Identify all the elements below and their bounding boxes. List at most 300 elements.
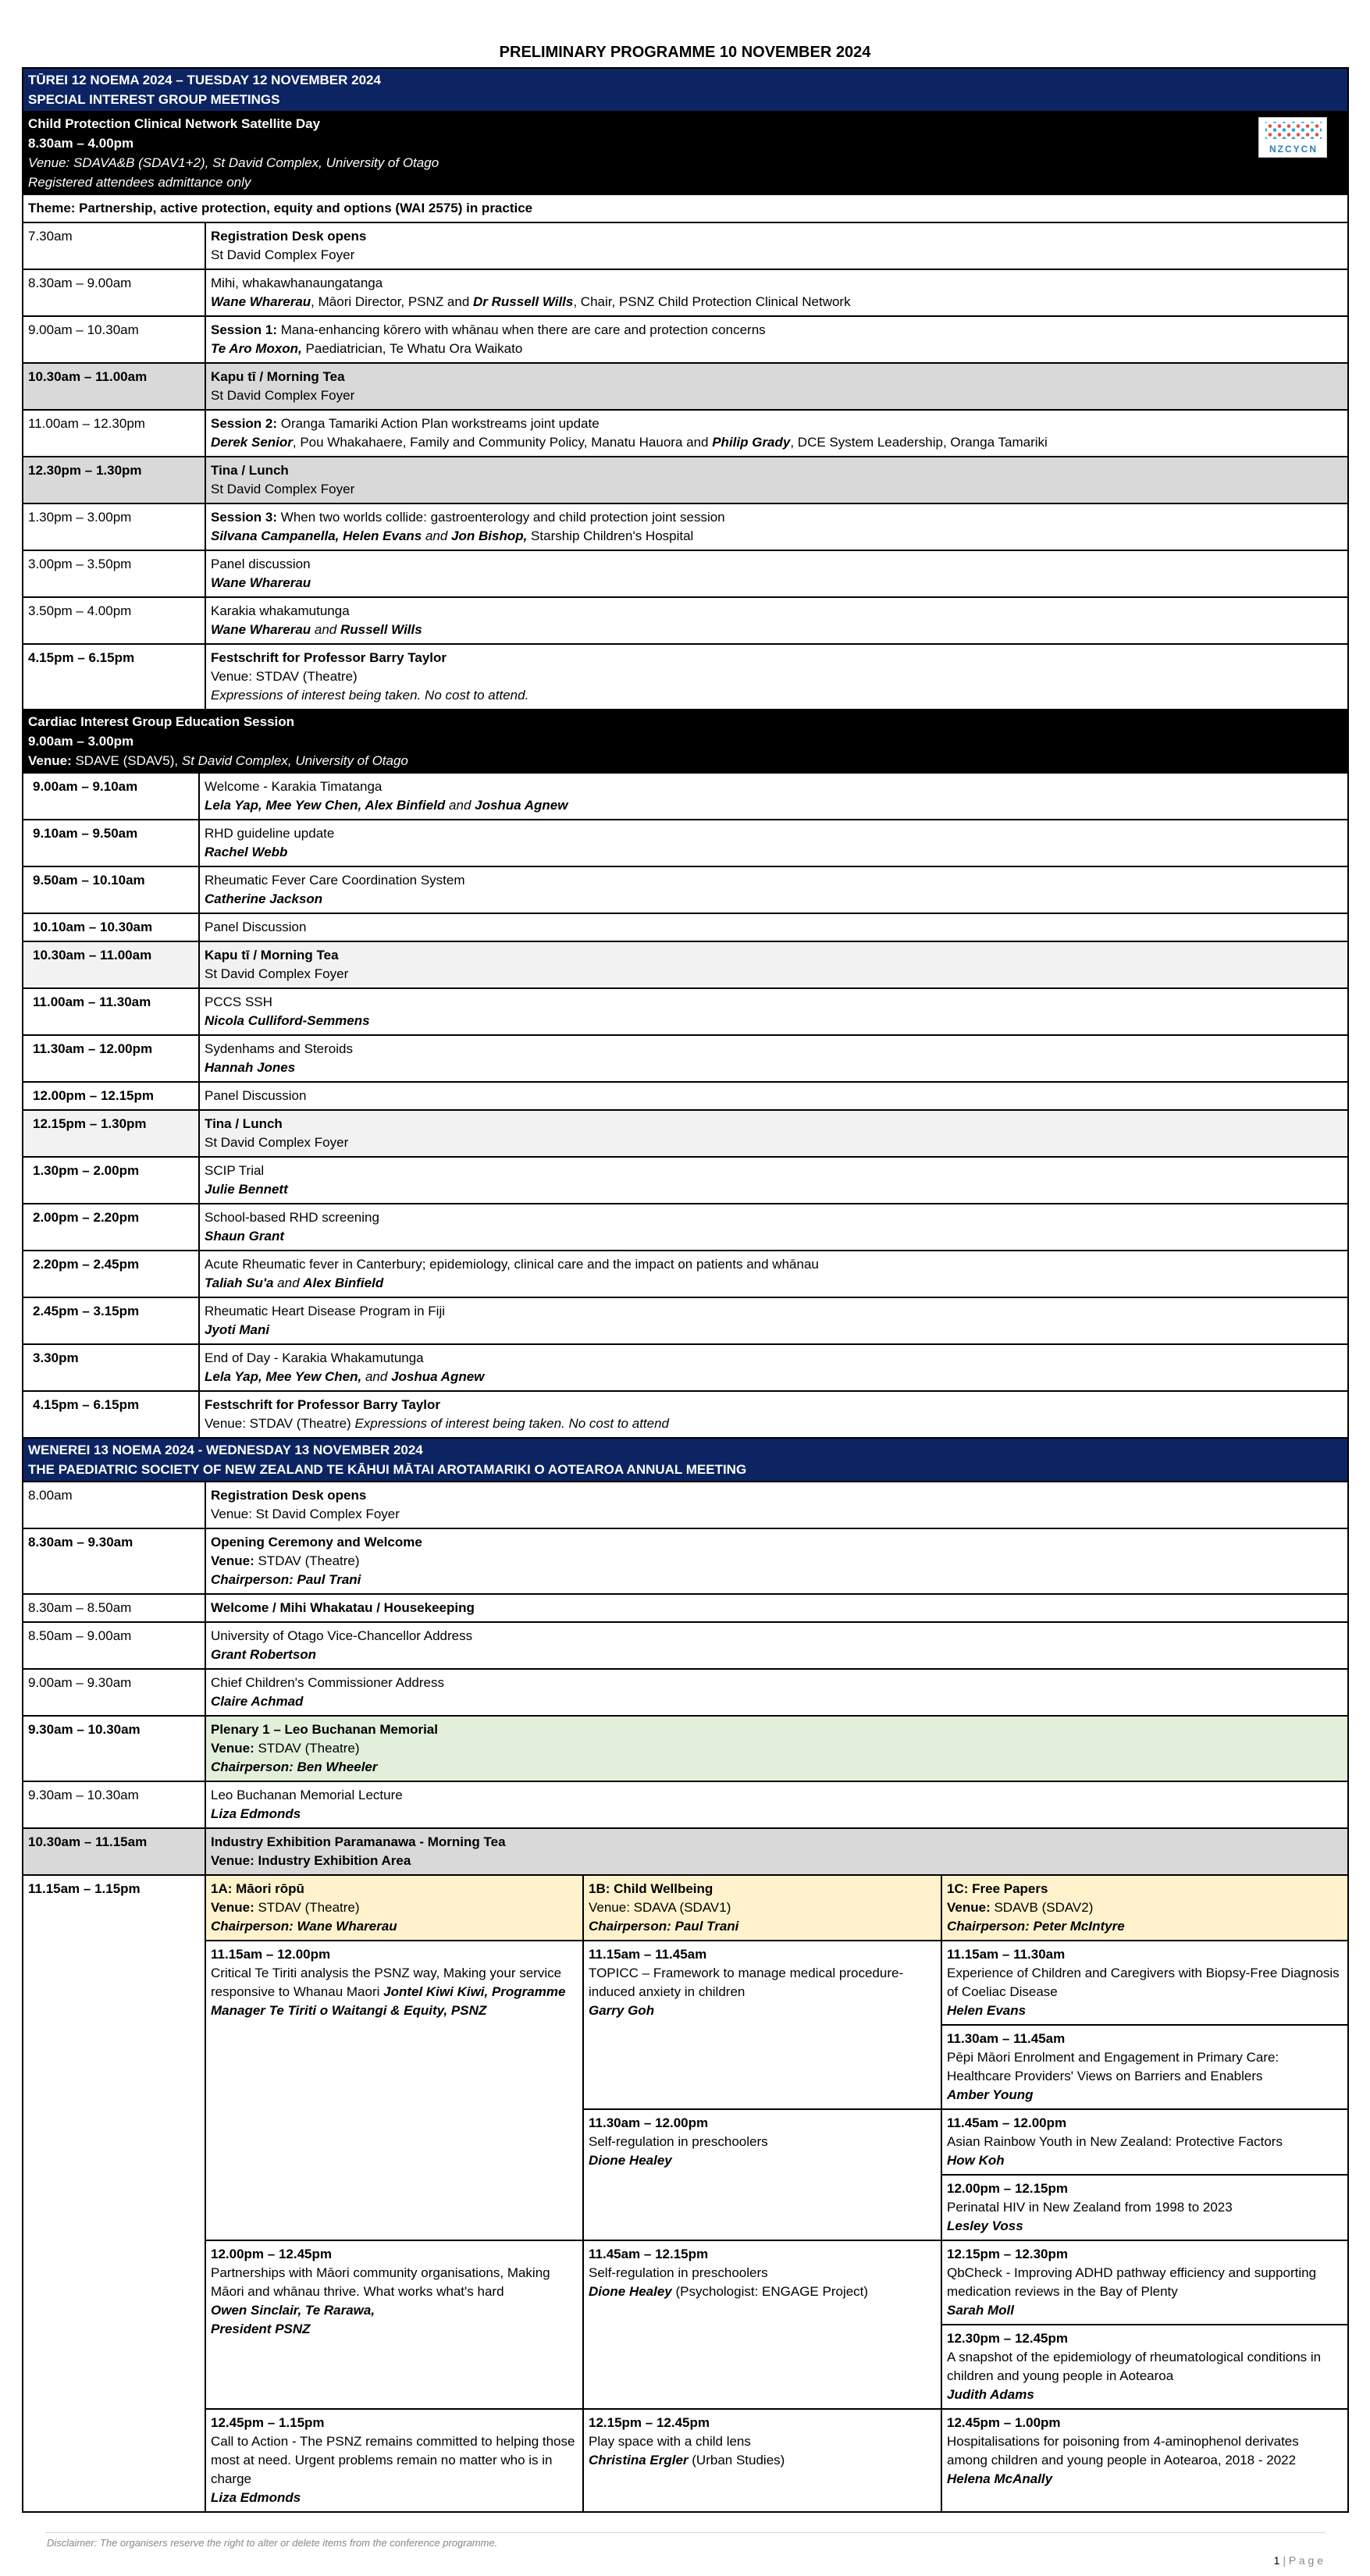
presenter-name: Jon Bishop, (451, 528, 528, 543)
venue-place: St David Complex, University of Otago (181, 753, 408, 768)
row-time: 9.50am – 10.10am (23, 867, 200, 913)
programme-row (23, 1036, 1347, 1083)
row-time: 12.15pm – 1.30pm (23, 1111, 200, 1156)
row-title: Mihi, whakawhanaungatanga (211, 276, 383, 290)
presenter-name: Dione Healey (589, 2153, 672, 2168)
cpcn-time: 8.30am – 4.00pm (28, 136, 134, 151)
row-time: 10.10am – 10.30am (23, 914, 200, 941)
row-title: Panel Discussion (205, 920, 307, 934)
row-content (200, 1298, 1347, 1343)
session-text: Mana-enhancing kōrero with whānau when there are care and protection concerns (277, 322, 766, 337)
item-time: 11.45am – 12.15pm (589, 2247, 709, 2261)
row-venue: Venue: St David Complex Foyer (211, 1507, 400, 1521)
programme-row (23, 1595, 1347, 1623)
item-text: Critical Te Tiriti analysis the PSNZ way, Making your service responsive to Whanau Maori (211, 1966, 562, 1999)
presenter-name: Helena McAnally (947, 2471, 1053, 2486)
presenter-role: , Pou Whakahaere, Family and Community Policy, Manatu Hauora and (292, 435, 713, 450)
row-content (206, 1595, 1347, 1621)
cardiac-venue (28, 751, 1343, 770)
presenter-name: Alex Binfield (303, 1276, 384, 1290)
row-time: 3.00pm – 3.50pm (23, 551, 206, 596)
session-1a-item (206, 2410, 584, 2511)
venue-label: Venue: (947, 1900, 991, 1915)
row-content (200, 914, 1347, 941)
programme-row (23, 820, 1347, 867)
row-venue (205, 1414, 1343, 1433)
item-time: 11.45am – 12.00pm (947, 2115, 1067, 2130)
presenter-role: and (311, 622, 340, 637)
row-title: Sydenhams and Steroids (205, 1041, 353, 1056)
item-text: Hospitalisations for poisoning from 4-aminophenol derivates among children and young people in Aotearoa, 2018 - 2022 (947, 2434, 1299, 2467)
session-1b-item (584, 2410, 942, 2511)
programme-row-break (23, 1829, 1347, 1876)
row-time: 8.50am – 9.00am (23, 1623, 206, 1668)
day1-date: TŪREI 12 NOEMA 2024 – TUESDAY 12 NOVEMBER 2024 (28, 73, 381, 87)
presenter-role: Starship Children's Hospital (527, 528, 694, 543)
chairperson: Chairperson: Peter McIntyre (947, 1919, 1125, 1934)
presenter-name: Liza Edmonds (211, 2490, 301, 2505)
row-venue: Venue: Industry Exhibition Area (211, 1853, 411, 1868)
session-1b-item (584, 2110, 942, 2241)
programme-row (23, 1529, 1347, 1595)
row-venue: St David Complex Foyer (211, 388, 355, 403)
row-time: 8.30am – 9.30am (23, 1529, 206, 1593)
row-content (206, 598, 1347, 643)
row-title (211, 508, 1343, 527)
row-presenters (211, 433, 1343, 452)
row-content (206, 317, 1347, 362)
row-presenters (211, 527, 1343, 546)
session-1c-item (942, 2176, 1347, 2241)
presenter-name: Wane Wharerau (211, 575, 311, 590)
day1-subtitle: SPECIAL INTEREST GROUP MEETINGS (28, 92, 280, 107)
programme-row-break (23, 942, 1347, 989)
row-content (206, 1670, 1347, 1715)
row-content (200, 942, 1347, 987)
session-1c-header (942, 1876, 1347, 1941)
row-presenters (205, 796, 1343, 815)
programme-row (23, 1298, 1347, 1345)
day2-banner (23, 1439, 1347, 1482)
day1-banner (23, 69, 1347, 112)
programme-row (23, 1345, 1347, 1392)
presenter-name: How Koh (947, 2153, 1005, 2168)
row-title: Acute Rheumatic fever in Canterbury; epidemiology, clinical care and the impact on patients and whānau (205, 1257, 819, 1272)
presenter-name: Wane Wharerau (211, 294, 311, 309)
programme-row-break (23, 457, 1347, 504)
logo-text: NZCYCN (1269, 144, 1318, 155)
row-time: 11.30am – 12.00pm (23, 1036, 200, 1081)
row-content (200, 1345, 1347, 1390)
presenter-role: (Psychologist: ENGAGE Project) (671, 2284, 869, 2299)
programme-row (23, 914, 1347, 942)
row-time: 10.30am – 11.00am (23, 364, 206, 409)
programme-row (23, 1670, 1347, 1717)
row-time: 9.10am – 9.50am (23, 820, 200, 866)
cpcn-theme: Theme: Partnership, active protection, equity and options (WAI 2575) in practice (23, 195, 1347, 223)
day2-subtitle: THE PAEDIATRIC SOCIETY OF NEW ZEALAND TE KĀHUI MĀTAI AROTAMARIKI O AOTEAROA ANNUAL MEETING (28, 1462, 747, 1477)
session-1a-item (206, 1941, 584, 2241)
row-time: 3.30pm (23, 1345, 200, 1390)
programme-row (23, 1717, 1347, 1782)
row-content (206, 411, 1347, 456)
item-time: 12.15pm – 12.45pm (589, 2415, 710, 2430)
row-title: Plenary 1 – Leo Buchanan Memorial (211, 1722, 438, 1737)
session-1c-item (942, 2026, 1347, 2110)
row-time: 2.00pm – 2.20pm (23, 1204, 200, 1250)
presenter-name: Lela Yap, Mee Yew Chen, Alex Binfield (205, 798, 446, 813)
page-label: | P a g e (1279, 2554, 1323, 2567)
row-time: 9.00am – 9.10am (23, 774, 200, 819)
row-title (211, 415, 1343, 433)
session-label: Session 3: (211, 510, 278, 525)
row-note: Expressions of interest being taken. No cost to attend (354, 1416, 670, 1431)
row-venue: St David Complex Foyer (211, 482, 355, 496)
item-text: Partnerships with Māori community organisations, Making Māori and whānau thrive. What works what's hard (211, 2265, 550, 2299)
row-time: 4.15pm – 6.15pm (23, 1392, 200, 1437)
row-content (206, 457, 1347, 503)
item-text: Self-regulation in preschoolers (589, 2265, 768, 2280)
session-1a-header (206, 1876, 584, 1941)
programme-row (23, 270, 1347, 317)
presenter-name: Taliah Su'a (205, 1276, 274, 1290)
item-time: 11.30am – 12.00pm (589, 2115, 709, 2130)
presenter-name: Shaun Grant (205, 1229, 285, 1244)
presenter-name: Julie Bennett (205, 1182, 288, 1197)
row-time: 9.30am – 10.30am (23, 1717, 206, 1781)
nzcycn-logo (1258, 117, 1327, 158)
row-title: End of Day - Karakia Whakamutunga (205, 1350, 424, 1365)
row-content (206, 551, 1347, 596)
item-time: 12.15pm – 12.30pm (947, 2247, 1068, 2261)
venue-label: Venue: (211, 1553, 254, 1568)
presenter-role: and (273, 1276, 304, 1290)
item-time: 11.15am – 11.30am (947, 1947, 1066, 1962)
session-1b-item (584, 2241, 942, 2410)
row-title: Industry Exhibition Paramanawa - Morning Tea (211, 1834, 506, 1849)
presenter-name: Nicola Culliford-Semmens (205, 1013, 370, 1028)
programme-row (23, 598, 1347, 645)
row-content (206, 1623, 1347, 1668)
presenter-name: Joshua Agnew (391, 1369, 485, 1384)
presenter-name: Judith Adams (947, 2387, 1034, 2402)
row-title: Registration Desk opens (211, 1488, 367, 1503)
programme-row (23, 1623, 1347, 1670)
item-text: Experience of Children and Caregivers with Biopsy-Free Diagnosis of Coeliac Disease (947, 1966, 1340, 1999)
presenter-name: Philip Grady (712, 435, 791, 450)
row-title: Tina / Lunch (205, 1116, 283, 1131)
parallel-grid (206, 1876, 1347, 2511)
page-number-value: 1 (1273, 2554, 1280, 2567)
row-content (206, 1782, 1347, 1827)
day2-date: WENEREI 13 NOEMA 2024 - WEDNESDAY 13 NOVEMBER 2024 (28, 1443, 423, 1457)
row-time: 1.30pm – 3.00pm (23, 504, 206, 550)
venue-label: Venue: (28, 753, 72, 768)
programme-row (23, 411, 1347, 457)
row-title: Rheumatic Fever Care Coordination System (205, 873, 465, 888)
session-1b-item (584, 1941, 942, 2110)
row-venue: St David Complex Foyer (205, 1135, 349, 1150)
programme-row (23, 1083, 1347, 1111)
row-content (206, 1829, 1347, 1874)
row-venue: Venue: STDAV (Theatre) (211, 669, 358, 684)
row-title: SCIP Trial (205, 1163, 265, 1178)
row-title: Festschrift for Professor Barry Taylor (211, 650, 447, 665)
presenter-name: Catherine Jackson (205, 891, 323, 906)
item-text: TOPICC – Framework to manage medical procedure-induced anxiety in children (589, 1966, 904, 1999)
row-content (200, 1204, 1347, 1250)
programme-row (23, 1158, 1347, 1204)
presenter-role: , Māori Director, PSNZ and (311, 294, 474, 309)
row-title: Welcome - Karakia Timatanga (205, 779, 383, 794)
row-presenters (205, 1274, 1343, 1293)
presenter-name: Derek Senior (211, 435, 293, 450)
row-time: 9.30am – 10.30am (23, 1782, 206, 1827)
row-time: 1.30pm – 2.00pm (23, 1158, 200, 1203)
item-text: Call to Action - The PSNZ remains committed to helping those most at need. Urgent problems remain no matter who is in charge (211, 2434, 575, 2486)
row-time: 2.45pm – 3.15pm (23, 1298, 200, 1343)
item-time: 12.00pm – 12.15pm (947, 2181, 1068, 2196)
session-1c-item (942, 2110, 1347, 2176)
programme-row (23, 1392, 1347, 1439)
row-content (200, 1251, 1347, 1297)
session-title: 1B: Child Wellbeing (589, 1881, 713, 1896)
chairperson: Chairperson: Paul Trani (211, 1572, 361, 1587)
row-title (211, 321, 1343, 340)
presenter-name: Jyoti Mani (205, 1322, 270, 1337)
programme-row (23, 317, 1347, 364)
presenter-name: Te Aro Moxon, (211, 341, 302, 356)
programme-row (23, 551, 1347, 598)
row-title: Registration Desk opens (211, 229, 367, 244)
row-time: 11.00am – 12.30pm (23, 411, 206, 456)
programme-row (23, 1251, 1347, 1298)
presenter-name: Sarah Moll (947, 2303, 1014, 2318)
row-title: University of Otago Vice-Chancellor Address (211, 1628, 473, 1643)
parallel-time: 11.15am – 1.15pm (23, 1876, 206, 2511)
programme-row (23, 867, 1347, 914)
row-content (200, 989, 1347, 1034)
row-content (206, 645, 1347, 709)
row-time: 10.30am – 11.15am (23, 1829, 206, 1874)
cpcn-note: Registered attendees admittance only (28, 175, 251, 190)
presenter-role: and (422, 528, 452, 543)
cardiac-title: Cardiac Interest Group Education Session (28, 714, 295, 729)
row-venue: St David Complex Foyer (205, 966, 349, 981)
item-text: Perinatal HIV in New Zealand from 1998 to 2023 (947, 2200, 1233, 2215)
disclaimer: Disclaimer: The organisers reserve the right to alter or delete items from the conference programme. (47, 2537, 498, 2549)
row-presenters (211, 621, 1343, 639)
venue-text: Venue: STDAV (Theatre) (205, 1416, 355, 1431)
chairperson: Chairperson: Wane Wharerau (211, 1919, 397, 1934)
programme-row-break (23, 364, 1347, 411)
presenter-role: and (361, 1369, 392, 1384)
presenter-name: Grant Robertson (211, 1647, 317, 1662)
presenter-name: Dr Russell Wills (473, 294, 574, 309)
item-time: 12.45pm – 1.15pm (211, 2415, 325, 2430)
row-time: 10.30am – 11.00am (23, 942, 200, 987)
item-time: 11.15am – 11.45am (589, 1947, 707, 1962)
session-text: When two worlds collide: gastroenterology and child protection joint session (277, 510, 725, 525)
presenter-name: Hannah Jones (205, 1060, 296, 1075)
venue-text: STDAV (Theatre) (254, 1900, 360, 1915)
page-title: PRELIMINARY PROGRAMME 10 NOVEMBER 2024 (499, 44, 871, 61)
row-time: 9.00am – 10.30am (23, 317, 206, 362)
presenter-role: and (445, 798, 475, 813)
session-1c-item (942, 2410, 1347, 2511)
item-time: 12.30pm – 12.45pm (947, 2331, 1068, 2346)
session-1c-item (942, 1941, 1347, 2026)
item-text: Self-regulation in preschoolers (589, 2134, 768, 2149)
row-note: Expressions of interest being taken. No cost to attend. (211, 688, 529, 703)
programme-row (23, 223, 1347, 270)
session-label: Session 2: (211, 416, 278, 431)
page-number (1274, 2554, 1323, 2567)
presenter-role: President PSNZ (211, 2322, 311, 2336)
presenter-name: Christina Ergler (589, 2453, 689, 2467)
programme-row (23, 1204, 1347, 1251)
item-time: 12.00pm – 12.45pm (211, 2247, 332, 2261)
presenter-role: (Urban Studies) (688, 2453, 785, 2467)
presenter-role: Paediatrician, Te Whatu Ora Waikato (301, 341, 523, 356)
session-1c-item (942, 2325, 1347, 2410)
session-1b-header (584, 1876, 942, 1941)
row-title: PCCS SSH (205, 994, 272, 1009)
presenter-name: Garry Goh (589, 2003, 655, 2018)
row-title: Festschrift for Professor Barry Taylor (205, 1397, 440, 1412)
row-title: Kapu tī / Morning Tea (205, 948, 339, 962)
session-title: 1A: Māori rōpū (211, 1881, 304, 1896)
programme-row (23, 989, 1347, 1036)
row-content (200, 867, 1347, 913)
row-title: Rheumatic Heart Disease Program in Fiji (205, 1304, 445, 1318)
item-text: QbCheck - Improving ADHD pathway efficiency and supporting medication reviews in the Bay of Plenty (947, 2265, 1317, 2299)
row-presenters (205, 1368, 1343, 1386)
row-content (200, 820, 1347, 866)
presenter-name: Wane Wharerau (211, 622, 311, 637)
venue-label: Venue: (211, 1900, 254, 1915)
row-title: RHD guideline update (205, 826, 335, 841)
row-content (200, 1083, 1347, 1109)
cpcn-title: Child Protection Clinical Network Satellite Day (28, 116, 321, 131)
row-content (200, 1036, 1347, 1081)
parallel-sessions (23, 1876, 1347, 2511)
presenter-name: Russell Wills (340, 622, 422, 637)
row-time: 11.00am – 11.30am (23, 989, 200, 1034)
programme-row-break (23, 1111, 1347, 1158)
presenter-name: Lela Yap, Mee Yew Chen, (205, 1369, 362, 1384)
session-text: Oranga Tamariki Action Plan workstreams joint update (277, 416, 600, 431)
chairperson: Chairperson: Paul Trani (589, 1919, 739, 1934)
row-content (200, 774, 1347, 819)
row-content (206, 1717, 1347, 1781)
item-time: 12.45pm – 1.00pm (947, 2415, 1061, 2430)
programme-row (23, 645, 1347, 710)
item-text: Asian Rainbow Youth in New Zealand: Protective Factors (947, 2134, 1283, 2149)
session-1a-item (206, 2241, 584, 2410)
row-time: 7.30am (23, 223, 206, 269)
row-title: Tina / Lunch (211, 463, 289, 478)
row-content (200, 1158, 1347, 1203)
venue-text: STDAV (Theatre) (254, 1741, 360, 1756)
row-content (206, 504, 1347, 550)
row-time: 9.00am – 9.30am (23, 1670, 206, 1715)
session-title: 1C: Free Papers (947, 1881, 1048, 1896)
row-title: Leo Buchanan Memorial Lecture (211, 1788, 403, 1802)
row-title: Chief Children's Commissioner Address (211, 1675, 444, 1690)
presenter-name: Claire Achmad (211, 1694, 304, 1709)
row-time: 12.00pm – 12.15pm (23, 1083, 200, 1109)
row-content (206, 364, 1347, 409)
row-title: Welcome / Mihi Whakatau / Housekeeping (211, 1600, 475, 1615)
row-title: School-based RHD screening (205, 1210, 379, 1225)
row-title: Kapu tī / Morning Tea (211, 369, 345, 384)
cpcn-venue: Venue: SDAVA&B (SDAV1+2), St David Complex, University of Otago (28, 155, 439, 170)
item-time: 11.15am – 12.00pm (211, 1947, 331, 1962)
row-title: Panel discussion (211, 557, 311, 571)
presenter-name: Silvana Campanella, Helen Evans (211, 528, 422, 543)
venue-label: Venue: (211, 1741, 254, 1756)
item-text: Play space with a child lens (589, 2434, 751, 2449)
session-1c-item (942, 2241, 1347, 2325)
presenter-role: , Chair, PSNZ Child Protection Clinical Network (573, 294, 851, 309)
presenter-name: Dione Healey (589, 2284, 672, 2299)
row-presenters (211, 340, 1343, 358)
row-content (200, 1392, 1347, 1437)
venue-room: SDAVE (SDAV5), (71, 753, 182, 768)
row-title: Opening Ceremony and Welcome (211, 1535, 422, 1550)
chairperson: Chairperson: Ben Wheeler (211, 1759, 378, 1774)
presenter-name: Helen Evans (947, 2003, 1027, 2018)
cardiac-time: 9.00am – 3.00pm (28, 734, 134, 749)
cardiac-banner (23, 710, 1347, 774)
row-title: Karakia whakamutunga (211, 603, 350, 618)
item-time: 11.30am – 11.45am (947, 2031, 1066, 2046)
venue-text: Venue: SDAVA (SDAV1) (589, 1900, 731, 1915)
row-presenters (211, 293, 1343, 311)
presenter-role: , DCE System Leadership, Oranga Tamariki (790, 435, 1048, 450)
presenter-name: Liza Edmonds (211, 1806, 301, 1821)
session-label: Session 1: (211, 322, 278, 337)
presenter-name: Jontel Kiwi Kiwi, Programme Manager Te Tiriti o Waitangi & Equity, PSNZ (211, 1984, 566, 2018)
presenter-name: Lesley Voss (947, 2218, 1023, 2233)
row-venue: St David Complex Foyer (211, 247, 355, 262)
programme-row (23, 1782, 1347, 1829)
cpcn-banner (23, 112, 1347, 195)
row-content (200, 1111, 1347, 1156)
programme-row (23, 1482, 1347, 1529)
programme-row (23, 504, 1347, 551)
programme-table (22, 67, 1349, 2513)
row-time: 2.20pm – 2.45pm (23, 1251, 200, 1297)
row-time: 12.30pm – 1.30pm (23, 457, 206, 503)
logo-dots-icon (1265, 122, 1322, 139)
row-content (206, 270, 1347, 315)
presenter-name: Rachel Webb (205, 845, 288, 859)
presenter-name: Owen Sinclair, Te Rarawa, (211, 2303, 375, 2318)
row-time: 8.30am – 9.00am (23, 270, 206, 315)
row-title: Panel Discussion (205, 1088, 307, 1103)
row-content (206, 1482, 1347, 1528)
venue-text: SDAVB (SDAV2) (990, 1900, 1094, 1915)
row-venue (211, 1552, 1343, 1571)
presenter-name: Amber Young (947, 2087, 1034, 2102)
venue-text: STDAV (Theatre) (254, 1553, 360, 1568)
presenter-name: Joshua Agnew (475, 798, 568, 813)
footer-divider (45, 2532, 1326, 2533)
row-time: 8.30am – 8.50am (23, 1595, 206, 1621)
programme-row (23, 774, 1347, 820)
